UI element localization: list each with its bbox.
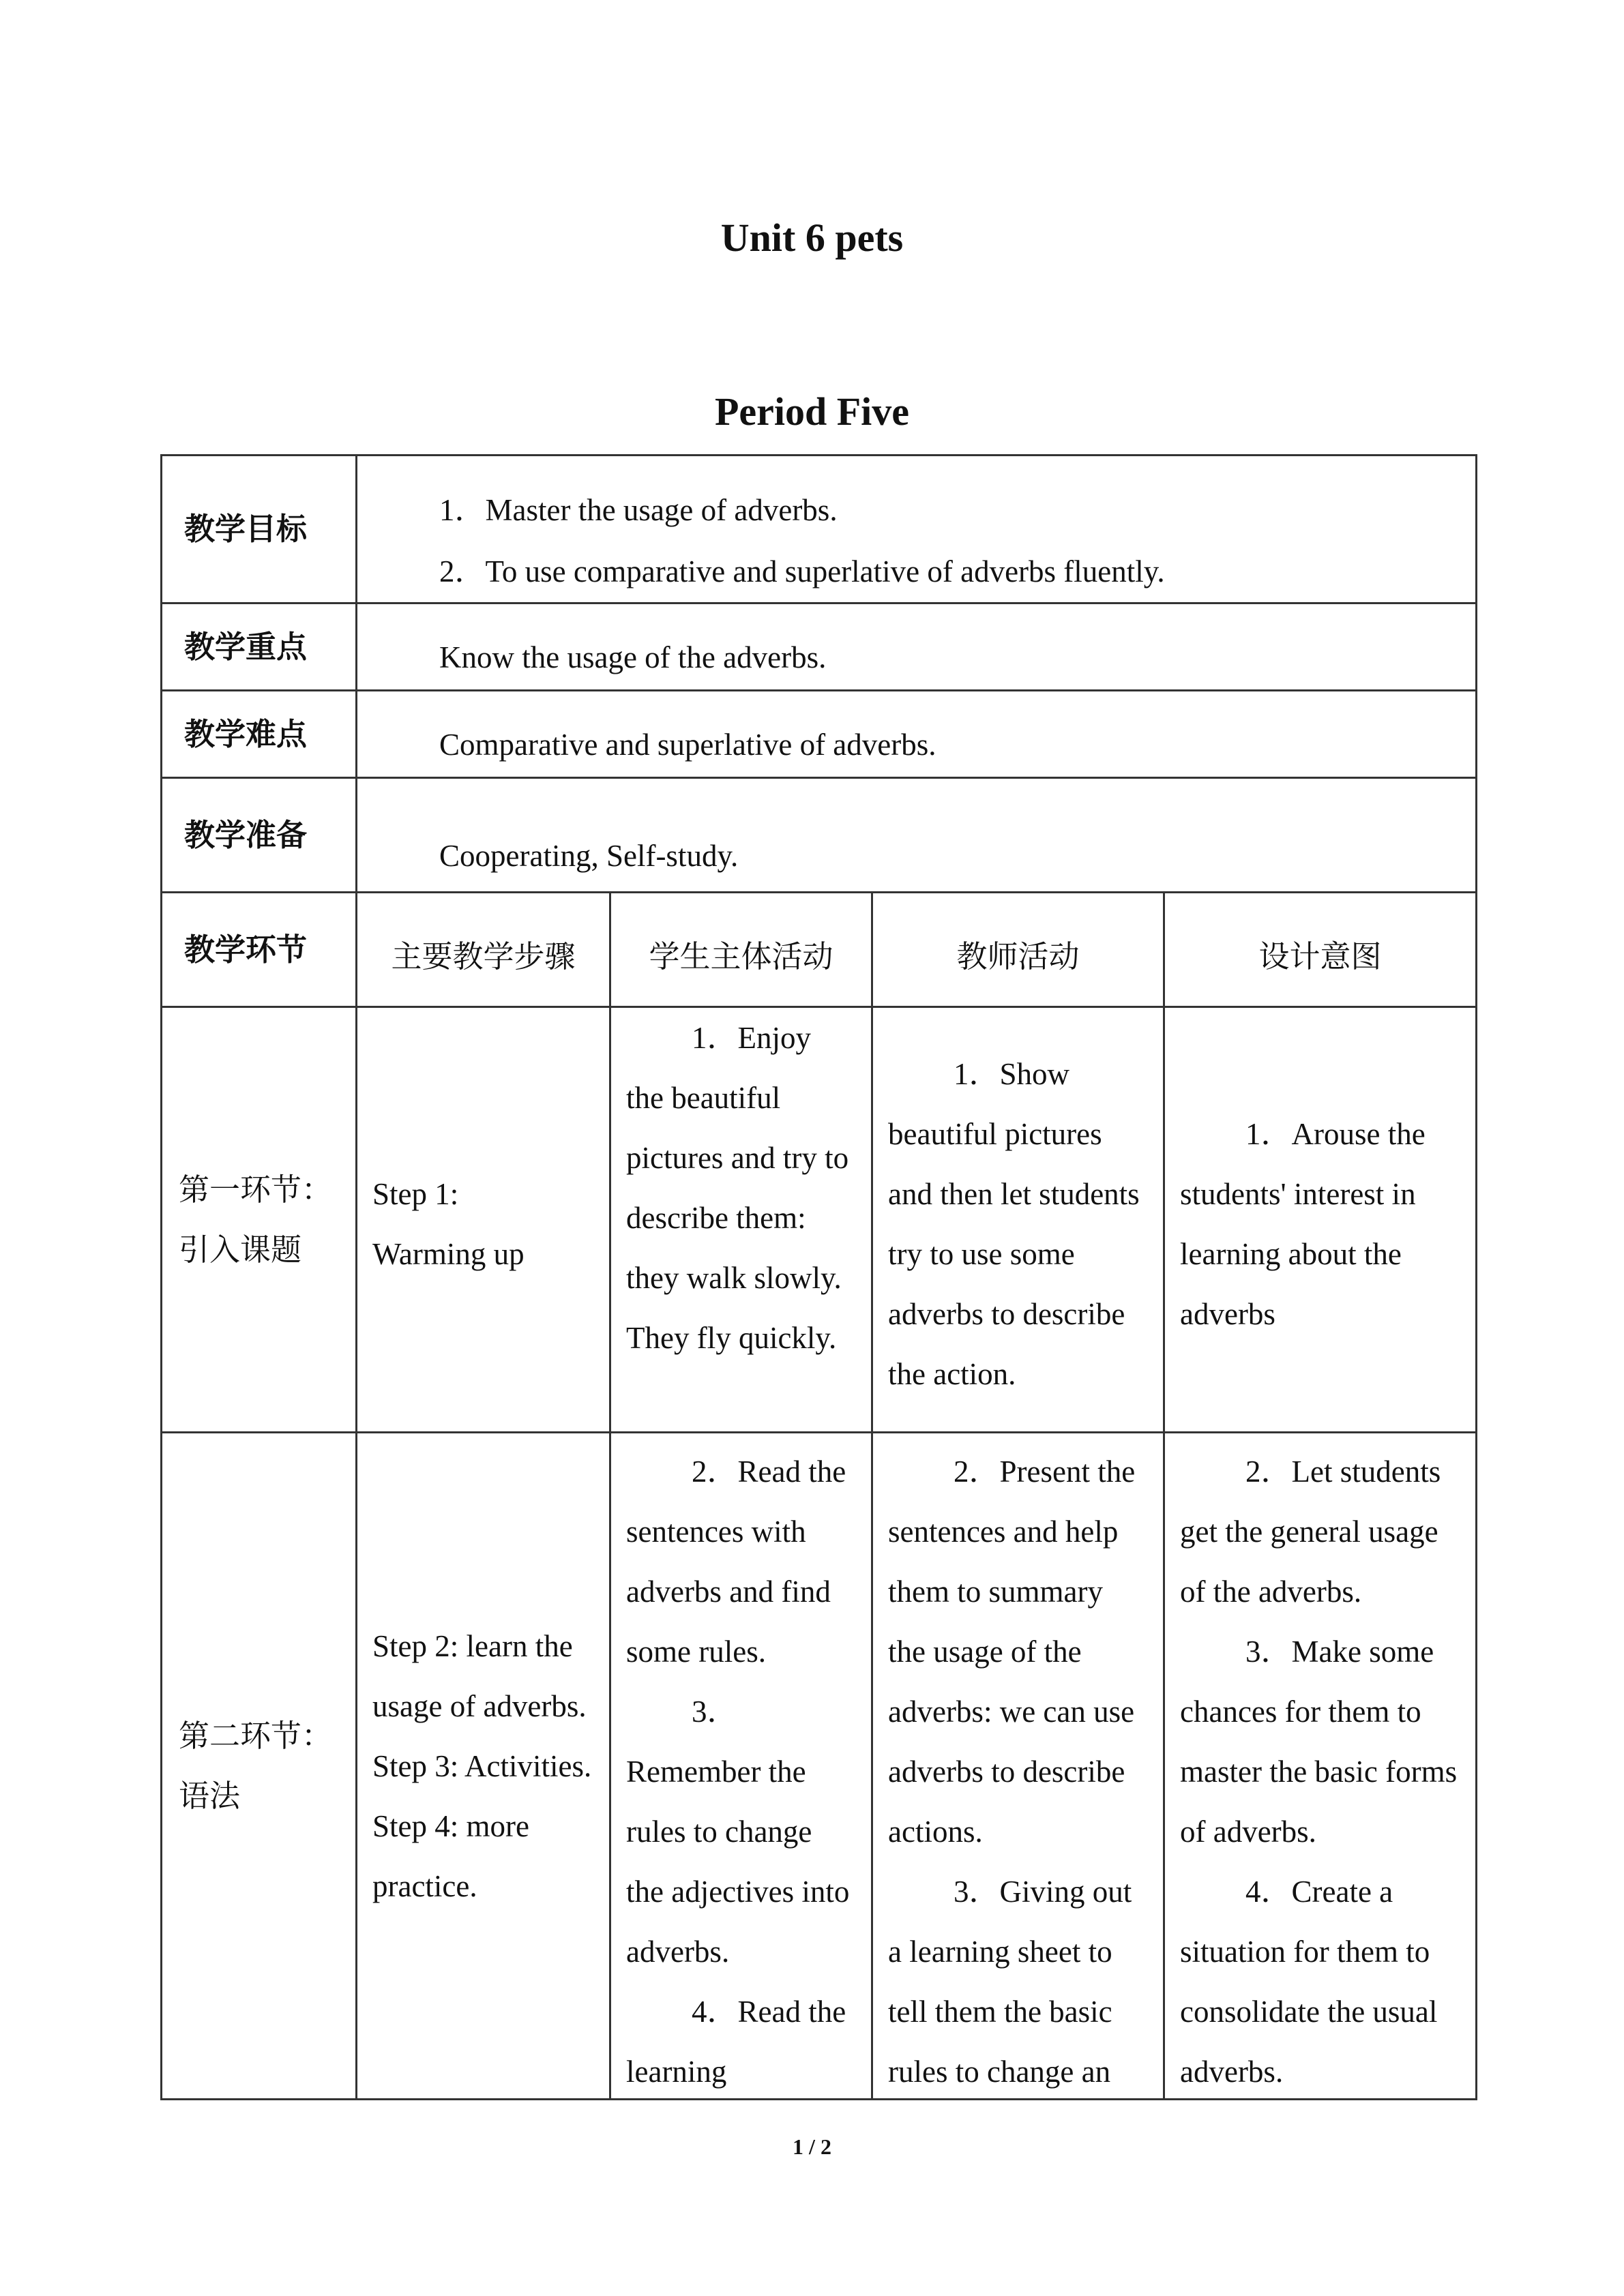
preparation-row: [162, 778, 1477, 893]
objectives-label: 教学目标: [162, 456, 357, 603]
objective-item: 2．To use comparative and superlative of adverbs fluently.: [439, 554, 1165, 588]
design-intent-cell: [1164, 1007, 1477, 1433]
difficulty-text: Comparative and superlative of adverbs.: [357, 691, 1477, 778]
preparation-text: Cooperating, Self-study.: [357, 778, 1477, 893]
section-line: 第一环节：: [179, 1171, 333, 1208]
steps-cell: [357, 1007, 610, 1433]
step-line: Step 2: learn the usage of adverbs.: [372, 1628, 587, 1723]
teacher-activity-para: 2．Present the sentences and help them to summary the usage of the adverbs: we can use adverbs to describe actions.: [888, 1455, 1136, 1849]
difficulty-label: 教学难点: [162, 691, 357, 778]
step-line: Warming up: [372, 1236, 525, 1271]
step-line: Step 1:: [372, 1176, 459, 1211]
teacher-activity-para: 1．Show beautiful pictures and then let students try to use some adverbs to describe the action.: [888, 1056, 1140, 1391]
section-cell: [162, 1007, 357, 1433]
key-point-label: 教学重点: [162, 603, 357, 691]
lesson-plan-table: [160, 454, 1477, 2100]
student-activity-para: 3．Remember the rules to change the adjectives into adverbs.: [626, 1695, 850, 1969]
header-teacher-activity: 教师活动: [872, 893, 1164, 1007]
objective-item: 1．Master the usage of adverbs.: [439, 493, 838, 527]
design-intent-para: 2．Let students get the general usage of the adverbs.: [1180, 1455, 1441, 1609]
process-label: 教学环节: [162, 893, 357, 1007]
student-activity-para: 1．Enjoy the beautiful pictures and try to describe them: they walk slowly. They fly quickly.: [626, 1021, 849, 1355]
stage-row-2: [162, 1433, 1477, 2100]
objectives-cell: [357, 456, 1477, 603]
preparation-label: 教学准备: [162, 778, 357, 893]
objectives-row: [162, 456, 1477, 603]
process-header-row: [162, 893, 1477, 1007]
student-activity-para: 4．Read the learning: [626, 1995, 846, 2089]
section-cell: [162, 1433, 357, 2100]
document-subtitle: Period Five: [714, 389, 910, 434]
teacher-activity-para: 3．Giving out a learning sheet to tell them the basic rules to change an: [888, 1875, 1132, 2089]
student-activity-para: 2．Read the sentences with adverbs and find some rules.: [626, 1455, 846, 1669]
document-title: Unit 6 pets: [720, 215, 904, 260]
header-design-intent: 设计意图: [1164, 893, 1477, 1007]
section-line: 第二环节：: [179, 1717, 333, 1754]
design-intent-para: 1．Arouse the students' interest in learning about the adverbs: [1180, 1116, 1426, 1331]
section-line: 语法: [179, 1777, 241, 1814]
difficulty-row: [162, 691, 1477, 778]
teacher-activity-cell: [872, 1007, 1164, 1433]
steps-cell: [357, 1433, 610, 2100]
header-main-steps: 主要教学步骤: [357, 893, 610, 1007]
page-number: 1 / 2: [793, 2134, 831, 2159]
teacher-activity-cell: [872, 1433, 1164, 2100]
design-intent-para: 4．Create a situation for them to consolidate the usual adverbs.: [1180, 1875, 1438, 2089]
stage-row-1: [162, 1007, 1477, 1433]
step-line: Step 4: more practice.: [372, 1808, 529, 1903]
section-line: 引入课题: [179, 1231, 302, 1268]
header-student-activity: 学生主体活动: [610, 893, 872, 1007]
step-line: Step 3: Activities.: [372, 1748, 592, 1783]
design-intent-cell: [1164, 1433, 1477, 2100]
design-intent-para: 3．Make some chances for them to master the basic forms of adverbs.: [1180, 1635, 1458, 1849]
student-activity-cell: [610, 1433, 872, 2100]
key-point-row: [162, 603, 1477, 691]
key-point-text: Know the usage of the adverbs.: [357, 603, 1477, 691]
student-activity-cell: [610, 1007, 872, 1433]
